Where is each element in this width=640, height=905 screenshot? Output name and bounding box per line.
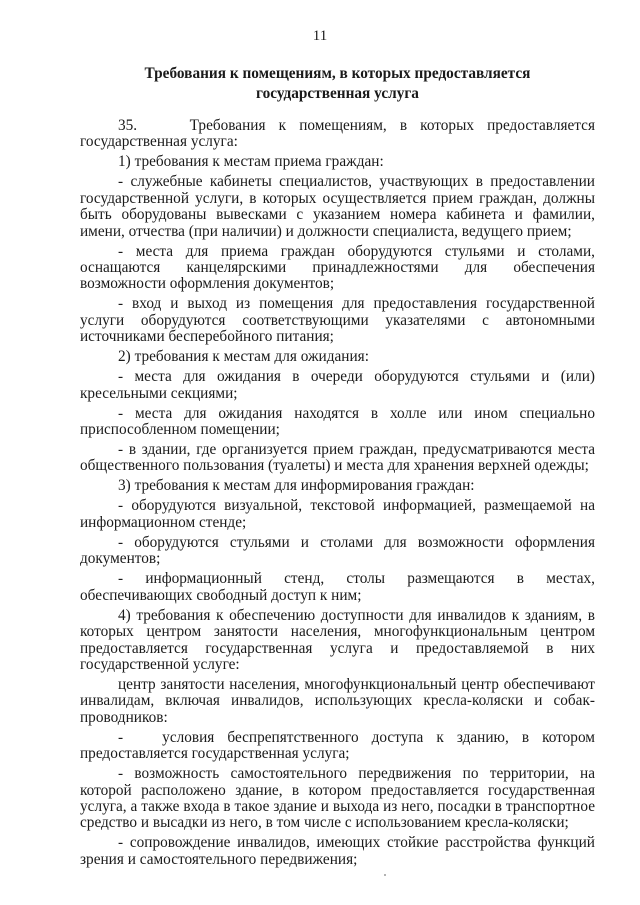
paragraph-escort-disabled: - сопровождение инвалидов, имеющих стойкие расстройства функций зрения и самостоятельного передвижения; <box>80 834 595 868</box>
paragraph-reception-requirements: 1) требования к местам приема граждан: <box>118 153 384 171</box>
page-number: 11 <box>312 28 328 44</box>
paragraph-independent-movement: - возможность самостоятельного передвижения по территории, на которой расположено здание, в котором предоставляется государственная услуга, а также входа в такое здание и выхода из него, посадки в транспортное средство и высадки из него, в том числе с использованием кресла-коляски; <box>80 765 595 832</box>
document-body <box>80 118 595 872</box>
section-title-line-2: государственная услуга <box>256 85 419 102</box>
paragraph-accessibility-requirements: 4) требования к обеспечению доступности для инвалидов к зданиям, в которых центром занятости населения, многофункциональным центром предоставляется государственная услуга и предоставляемой в них государственной услуге: <box>80 606 595 673</box>
section-title-line-1: Требования к помещениям, в которых предоставляется <box>144 65 531 82</box>
paragraph-entrance-exit: - вход и выход из помещения для предоставления государственной услуги оборудуются соответствующими указателями с автономными источниками бесперебойного питания; <box>80 295 595 346</box>
paragraph-centers-provide: центр занятости населения, многофункциональный центр обеспечивают инвалидам, включая инвалидов, использующих кресла-коляски и собак-проводников: <box>80 675 595 726</box>
paragraph-unobstructed-access: - условия беспрепятственного доступа к зданию, в котором предоставляется государственная услуга; <box>80 728 595 763</box>
scan-speck <box>384 874 386 876</box>
paragraph-information-requirements: 3) требования к местам для информирования граждан: <box>118 477 475 495</box>
paragraph-info-access: - информационный стенд, столы размещаются в местах, обеспечивающих свободный доступ к ним; <box>80 570 595 604</box>
paragraph-info-furniture: - оборудуются стульями и столами для возможности оформления документов; <box>80 533 595 568</box>
paragraph-35-intro: 35. Требования к помещениям, в которых предоставляется государственная услуга: <box>80 117 595 151</box>
paragraph-offices-signs: - служебные кабинеты специалистов, участвующих в предоставлении государственной услуги, в которых осуществляется прием граждан, должны быть оборудованы вывесками с указанием номера кабинета и фамилии, имени, отчества (при наличии) и должности специалиста, ведущего прием; <box>80 173 595 240</box>
paragraph-info-stand: - оборудуются визуальной, текстовой информацией, размещаемой на информационном стенде; <box>80 497 595 531</box>
section-title <box>80 64 595 104</box>
paragraph-public-facilities: - в здании, где организуется прием граждан, предусматриваются места общественного пользования (туалеты) и места для хранения верхней одежды; <box>80 441 595 475</box>
paragraph-waiting-location: - места для ожидания находятся в холле или ином специально приспособленном помещении; <box>80 404 595 439</box>
paragraph-reception-furniture: - места для приема граждан оборудуются стульями и столами, оснащаются канцелярскими принадлежностями для обеспечения возможности оформления документов; <box>80 242 595 293</box>
paragraph-waiting-seats: - места для ожидания в очереди оборудуются стульями и (или) кресельными секциями; <box>80 368 595 402</box>
paragraph-waiting-requirements: 2) требования к местам для ожидания: <box>118 348 369 366</box>
